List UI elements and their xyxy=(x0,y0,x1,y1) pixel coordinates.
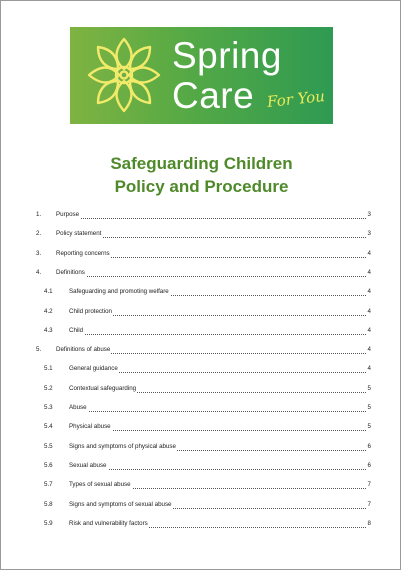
toc-entry-number: 4.3 xyxy=(44,326,53,334)
toc-entry-label: Abuse xyxy=(69,404,87,411)
toc-entry-label: Purpose xyxy=(56,211,80,218)
spring-care-logo xyxy=(70,27,333,124)
toc-entry-number: 1. xyxy=(36,211,42,218)
toc-entry-page-number: 4 xyxy=(367,365,371,373)
toc-entry-page-number: 8 xyxy=(367,519,371,527)
toc-dot-leader xyxy=(56,236,370,238)
toc-entry[interactable] xyxy=(1,364,401,374)
toc-entry[interactable] xyxy=(1,384,401,394)
toc-entry-number: 4.1 xyxy=(44,288,53,296)
toc-entry-page-number: 7 xyxy=(367,481,371,489)
toc-entry-label: Signs and symptoms of physical abuse xyxy=(69,442,176,450)
toc-entry-page-number: 4 xyxy=(367,268,371,276)
toc-entry[interactable] xyxy=(1,307,401,317)
toc-entry-label: General guidance xyxy=(69,365,118,373)
toc-entry-page-number: 7 xyxy=(367,500,371,508)
toc-entry-label: Physical abuse xyxy=(69,423,111,431)
toc-entry-label: Sexual abuse xyxy=(69,461,107,469)
brand-name-line2: Care xyxy=(172,75,255,116)
toc-entry-label: Policy statement xyxy=(56,230,102,238)
toc-entry-number: 5.3 xyxy=(44,404,53,411)
toc-dot-leader xyxy=(56,275,370,277)
toc-dot-leader xyxy=(69,333,370,335)
toc-entry-label: Definitions xyxy=(56,268,85,276)
toc-entry-label: Definitions of abuse xyxy=(56,346,111,354)
toc-entry-page-number: 3 xyxy=(367,230,371,238)
toc-entry-page-number: 4 xyxy=(367,288,371,296)
toc-entry-label: Signs and symptoms of sexual abuse xyxy=(69,500,172,508)
toc-entry[interactable] xyxy=(1,480,401,490)
toc-entry-number: 4. xyxy=(36,268,42,276)
brand-name-line1: Spring xyxy=(172,35,282,76)
toc-entry-number: 5.8 xyxy=(44,500,53,508)
toc-entry[interactable] xyxy=(1,461,401,471)
document-title-line1: Safeguarding Children xyxy=(110,154,293,173)
toc-entry-number: 5.7 xyxy=(44,481,53,489)
toc-entry-number: 5.1 xyxy=(44,365,53,373)
toc-entry[interactable] xyxy=(1,403,401,413)
toc-dot-leader xyxy=(56,217,370,219)
toc-entry-page-number: 4 xyxy=(367,307,371,315)
toc-entry-number: 2. xyxy=(36,230,42,238)
toc-entry-page-number: 4 xyxy=(367,249,371,257)
brand-tagline: For You xyxy=(266,87,326,111)
toc-entry-label: Types of sexual abuse xyxy=(69,481,131,489)
toc-entry-label: Child protection xyxy=(69,307,112,315)
toc-entry[interactable] xyxy=(1,268,401,278)
toc-entry-page-number: 4 xyxy=(367,326,371,334)
toc-entry-label: Reporting concerns xyxy=(56,249,110,257)
daffodil-icon xyxy=(84,33,164,117)
toc-dot-leader xyxy=(69,468,370,470)
toc-dot-leader xyxy=(69,429,370,431)
toc-entry-page-number: 5 xyxy=(367,404,371,411)
toc-entry-number: 3. xyxy=(36,249,42,257)
toc-entry-label: Child xyxy=(69,326,84,334)
toc-dot-leader xyxy=(69,314,370,316)
toc-entry-label: Risk and vulnerability factors xyxy=(69,519,148,527)
toc-entry-page-number: 3 xyxy=(367,211,371,218)
toc-entry[interactable] xyxy=(1,442,401,452)
toc-entry-page-number: 6 xyxy=(367,461,371,469)
toc-dot-leader xyxy=(69,410,370,412)
toc-entry-label: Safeguarding and promoting welfare xyxy=(69,288,169,296)
toc-entry-label: Contextual safeguarding xyxy=(69,384,137,392)
toc-entry-page-number: 6 xyxy=(367,442,371,450)
toc-entry-number: 5. xyxy=(36,346,42,354)
toc-entry-number: 5.2 xyxy=(44,384,53,392)
toc-entry[interactable] xyxy=(1,287,401,297)
toc-entry-page-number: 5 xyxy=(367,384,371,392)
toc-entry-page-number: 5 xyxy=(367,423,371,431)
toc-entry-number: 5.6 xyxy=(44,461,53,469)
toc-entry[interactable] xyxy=(1,229,401,239)
document-title-line2: Policy and Procedure xyxy=(114,177,289,196)
toc-entry-number: 4.2 xyxy=(44,307,53,315)
toc-entry-page-number: 4 xyxy=(367,346,371,354)
toc-entry[interactable] xyxy=(1,210,401,220)
toc-entry-number: 5.5 xyxy=(44,442,53,450)
toc-entry-number: 5.9 xyxy=(44,519,53,527)
toc-entry[interactable] xyxy=(1,249,401,259)
toc-entry-number: 5.4 xyxy=(44,423,53,431)
toc-entry[interactable] xyxy=(1,422,401,432)
toc-entry[interactable] xyxy=(1,326,401,336)
toc-entry[interactable] xyxy=(1,500,401,510)
toc-entry[interactable] xyxy=(1,519,401,529)
toc-entry[interactable] xyxy=(1,345,401,355)
